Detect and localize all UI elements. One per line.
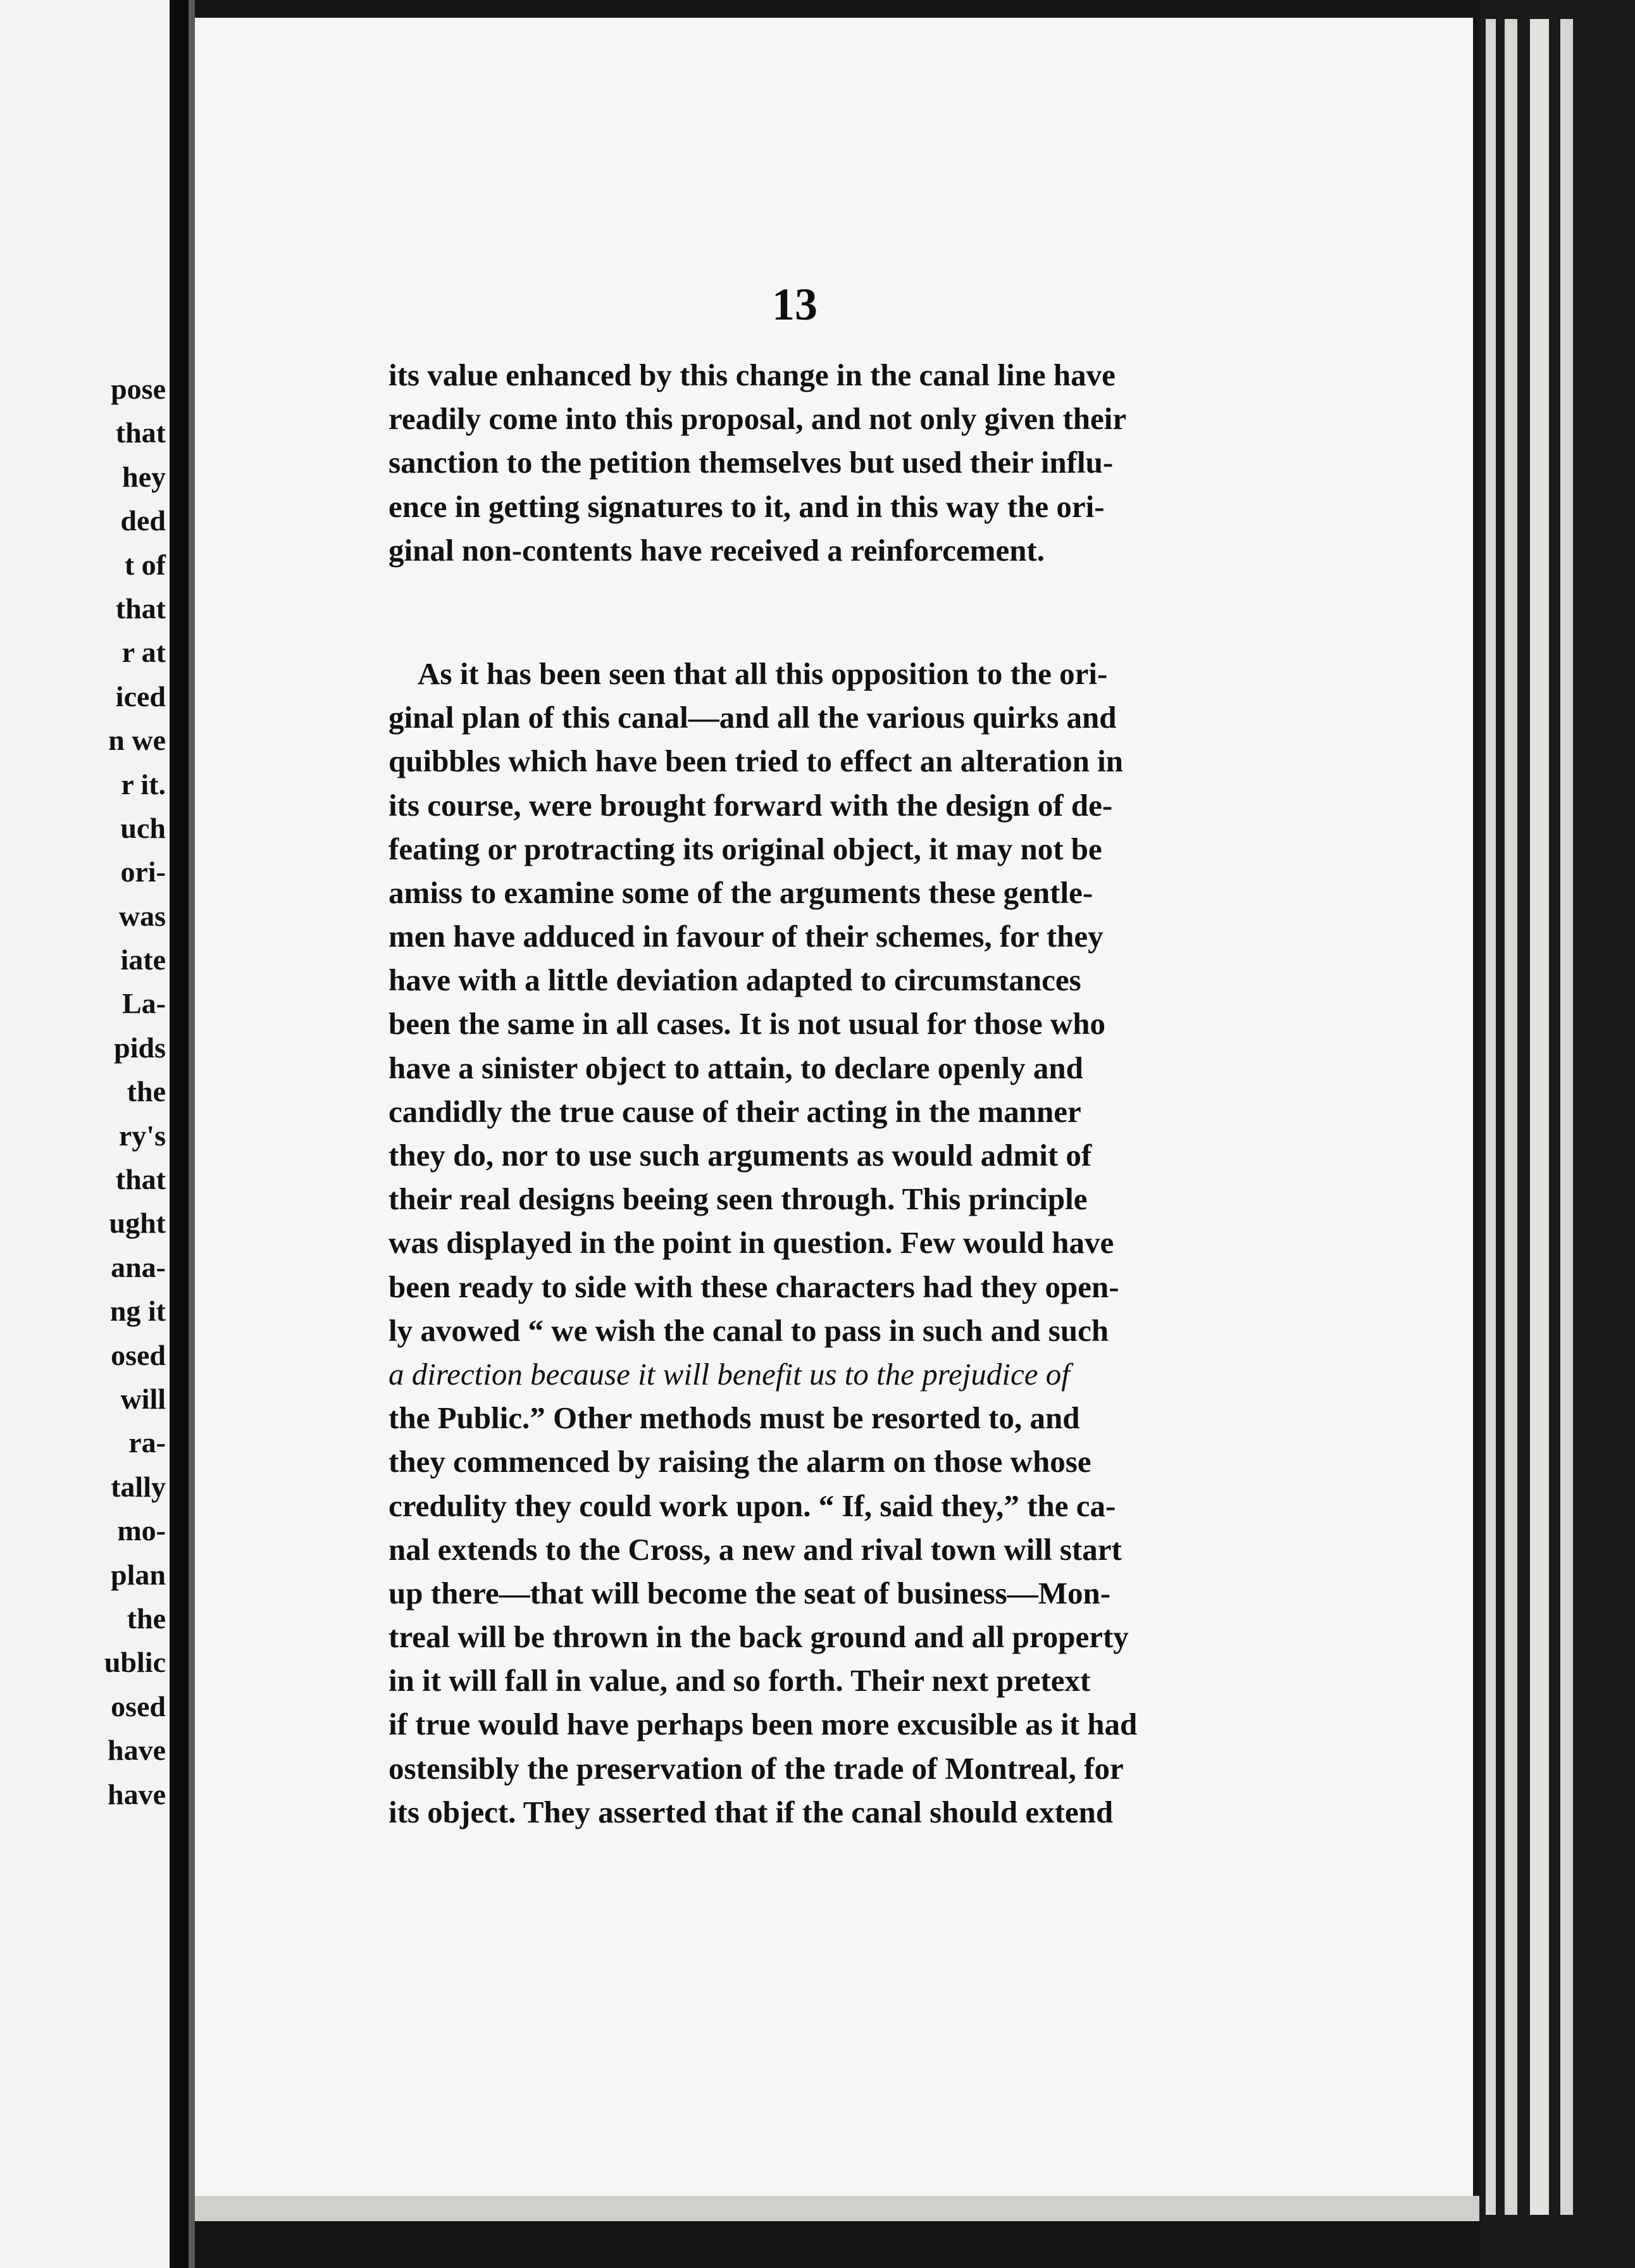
facing-page-line: tally	[111, 1470, 166, 1503]
facing-page-line: pose	[111, 373, 166, 405]
facing-page-line: have	[108, 1734, 166, 1767]
facing-page-line: uch	[120, 811, 166, 844]
facing-page-line: t of	[124, 548, 166, 581]
text-line: ginal non-contents have received a reinforcement.	[389, 532, 1045, 568]
facing-page-line: r it.	[121, 768, 166, 801]
page-body-text	[389, 353, 1215, 1834]
facing-page-line: r at	[121, 636, 166, 669]
facing-page-line: iate	[120, 944, 166, 976]
page-stack-strip	[1560, 19, 1573, 2215]
text-line: have with a little deviation adapted to circumstances	[389, 963, 1081, 998]
facing-page-line: ught	[109, 1207, 166, 1240]
text-line: they do, nor to use such arguments as would admit of	[389, 1138, 1092, 1173]
text-line: feating or protracting its original object, it may not be	[389, 831, 1102, 866]
facing-page-line: osed	[111, 1690, 166, 1723]
facing-page-line: the	[127, 1602, 166, 1635]
facing-page-line: osed	[111, 1338, 166, 1371]
facing-page-line: ded	[120, 504, 166, 537]
book-gutter	[170, 0, 189, 2268]
text-line: their real designs beeing seen through. This principle	[389, 1181, 1088, 1217]
page-bottom-edge	[195, 2196, 1479, 2221]
facing-page-line: mo-	[117, 1514, 166, 1547]
page-stack-strip	[1505, 19, 1517, 2215]
text-line: ly avowed “ we wish the canal to pass in such and such	[389, 1312, 1109, 1348]
facing-page-line: ng it	[109, 1295, 166, 1328]
facing-page-line: ra-	[128, 1426, 166, 1459]
text-line: the Public.” Other methods must be resorted to, and	[389, 1400, 1080, 1436]
facing-page-line: La-	[122, 987, 166, 1020]
facing-page-line: will	[120, 1382, 166, 1415]
paragraph-break	[389, 572, 1215, 652]
facing-page-text-fragments	[104, 367, 166, 1816]
facing-page-line: iced	[115, 680, 166, 713]
text-line: they commenced by raising the alarm on those whose	[389, 1444, 1091, 1480]
facing-page-line: ana-	[111, 1250, 166, 1283]
text-line: ostensibly the preservation of the trade of Montreal, for	[389, 1750, 1124, 1786]
facing-page-left	[0, 0, 170, 2268]
facing-page-line: have	[108, 1778, 166, 1810]
facing-page-line: hey	[122, 460, 166, 493]
text-line: ence in getting signatures to it, and in this way the ori-	[389, 489, 1105, 524]
text-line: have a sinister object to attain, to declare openly and	[389, 1050, 1083, 1085]
text-line: As it has been seen that all this opposition to the ori-	[418, 656, 1108, 691]
text-line: candidly the true cause of their acting in the manner	[389, 1094, 1081, 1129]
text-line: was displayed in the point in question. Few would have	[389, 1225, 1114, 1261]
facing-page-line: pids	[114, 1031, 166, 1064]
text-line: treal will be thrown in the back ground and all property	[389, 1619, 1129, 1655]
gutter-edge	[189, 0, 195, 2268]
text-line: amiss to examine some of the arguments these gentle-	[389, 875, 1093, 910]
text-line: nal extends to the Cross, a new and rival town will start	[389, 1531, 1122, 1567]
facing-page-line: ry's	[118, 1119, 166, 1152]
facing-page-line: that	[115, 592, 166, 625]
page-stack-strip	[1530, 19, 1549, 2215]
text-line: if true would have perhaps been more excusible as it had	[389, 1707, 1138, 1742]
page-stack-edge	[1479, 0, 1635, 2268]
facing-page-line: ublic	[104, 1646, 166, 1679]
facing-page-line: was	[118, 899, 166, 932]
text-line: credulity they could work upon. “ If, said they,” the ca-	[389, 1488, 1116, 1523]
page-stack-strip	[1486, 19, 1496, 2215]
text-line: up there—that will become the seat of business—Mon-	[389, 1575, 1111, 1611]
text-line: men have adduced in favour of their schemes, for they	[389, 919, 1103, 954]
text-line: readily come into this proposal, and not only given their	[389, 401, 1127, 437]
facing-page-line: n we	[108, 724, 166, 757]
text-line: in it will fall in value, and so forth. Their next pretext	[389, 1663, 1091, 1698]
facing-page-line: that	[115, 1163, 166, 1196]
facing-page-line: the	[127, 1075, 166, 1108]
facing-page-line: that	[115, 416, 166, 449]
facing-page-line: ori-	[120, 856, 166, 888]
text-line: sanction to the petition themselves but used their influ-	[389, 445, 1114, 480]
text-line: a direction because it will benefit us to the prejudice of	[389, 1356, 1070, 1392]
facing-page-line: plan	[111, 1558, 166, 1591]
text-line: quibbles which have been tried to effect an alteration in	[389, 744, 1123, 779]
text-line: ginal plan of this canal—and all the various quirks and	[389, 700, 1117, 735]
page-number: 13	[772, 279, 818, 330]
text-line: its course, were brought forward with the design of de-	[389, 787, 1113, 823]
text-line: been ready to side with these characters had they open-	[389, 1269, 1119, 1304]
text-line: been the same in all cases. It is not usual for those who	[389, 1006, 1105, 1042]
text-line: its object. They asserted that if the canal should extend	[389, 1794, 1114, 1829]
text-line: its value enhanced by this change in the canal line have	[389, 358, 1116, 392]
